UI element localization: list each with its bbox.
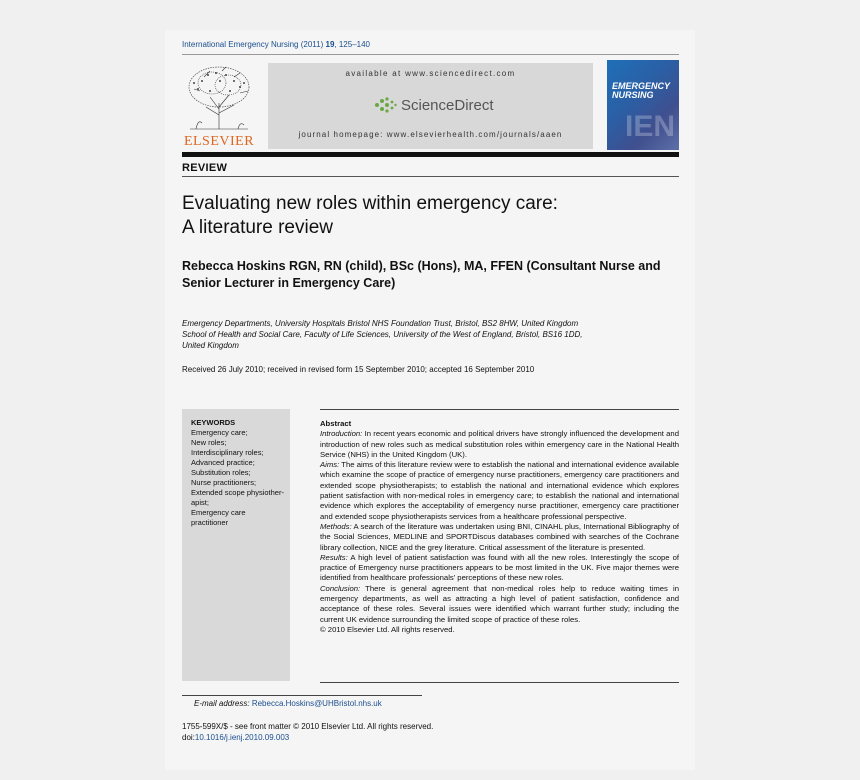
- header-thick-rule: [182, 152, 679, 157]
- section-rule: [182, 176, 679, 177]
- journal-citation[interactable]: [182, 40, 370, 49]
- affiliation-line: School of Health and Social Care, Faculty of Life Sciences, University of the West of England, Bristol, BS16 1DD,: [182, 330, 583, 339]
- methods-label: Methods:: [320, 521, 352, 531]
- keyword-item: Emergency care: [191, 508, 246, 517]
- issn-footer: [182, 721, 433, 743]
- sciencedirect-banner: [268, 63, 593, 149]
- keyword-item: New roles;: [191, 438, 227, 447]
- keyword-item: Interdisciplinary roles;: [191, 448, 264, 457]
- article-title-line2: A literature review: [182, 217, 334, 238]
- abstract-aims: [320, 460, 679, 522]
- article-title: [182, 192, 679, 240]
- author-affiliations: [182, 318, 679, 351]
- footnote-rule: [182, 695, 422, 696]
- doi-label: doi:: [182, 733, 195, 742]
- abstract-conclusion: [320, 584, 679, 625]
- conclusion-label: Conclusion:: [320, 583, 361, 593]
- elsevier-tree-icon: [182, 63, 256, 131]
- methods-text: A search of the literature was undertaken using BNI, CINAHL plus, International Bibliography of the Social Sciences, MEDLINE and SPORTDiscus databases combined with searches of the Cochrane library collection, NICE and the grey literature. Critical assessment of the literature is presented.: [320, 521, 679, 552]
- keywords-list: [191, 418, 287, 528]
- introduction-label: Introduction:: [320, 429, 363, 439]
- issn-line: 1755-599X/$ - see front matter © 2010 Elsevier Ltd. All rights reserved.: [182, 722, 434, 731]
- abstract-introduction: [320, 429, 679, 460]
- sciencedirect-label: ScienceDirect: [401, 96, 494, 114]
- cover-watermark: IEN: [625, 110, 676, 143]
- abstract-results: [320, 553, 679, 584]
- journal-cover: [607, 60, 679, 150]
- keywords-box: [182, 409, 290, 681]
- keyword-item: practitioner: [191, 518, 229, 527]
- sciencedirect-dots-icon: [373, 96, 397, 114]
- abstract-heading: Abstract: [320, 419, 352, 428]
- abstract-bottom-rule: [320, 682, 679, 683]
- results-text: A high level of patient satisfaction was found with all the new roles. Interestingly the scope of practice of Emergency nurse practitioners appears to be most limited in the UK. Five major themes were identified from healthcare professionals’ perceptions of these new roles.: [320, 552, 679, 583]
- affiliation-line: Emergency Departments, University Hospitals Bristol NHS Foundation Trust, Bristol, BS2 8HW, United Kingdom: [182, 319, 579, 328]
- cover-title-line1: EMERGENCY: [612, 81, 671, 91]
- introduction-text: In recent years economic and political drivers have strongly influenced the development and introduction of new roles such as medical substitution roles within emergency care in the National Health Service (NHS) in the United Kingdom (UK).: [320, 429, 679, 459]
- keyword-item: apist;: [191, 498, 209, 507]
- keyword-item: Emergency care;: [191, 428, 248, 437]
- conclusion-text: There is general agreement that non-medical roles help to reduce waiting times in emergency departments, as well as attracting a high level of patient satisfaction, confidence and acceptance of these roles. Several issues were identified which warrant further study; including the current UK evidence surrounding the limited scope of practice of these roles.: [320, 583, 679, 624]
- email-link[interactable]: Rebecca.Hoskins@UHBristol.nhs.uk: [251, 699, 382, 708]
- citation-pages: , 125–140: [334, 40, 370, 49]
- keyword-item: Substitution roles;: [191, 468, 251, 477]
- elsevier-wordmark: ELSEVIER: [183, 134, 255, 149]
- section-label: REVIEW: [182, 162, 228, 174]
- elsevier-logo: [182, 63, 256, 147]
- sciencedirect-logo[interactable]: [373, 96, 494, 114]
- abstract-methods: [320, 522, 679, 553]
- affiliation-line: United Kingdom: [182, 341, 239, 350]
- abstract-top-rule: [320, 409, 679, 410]
- keyword-item: Extended scope physiother-: [191, 488, 284, 497]
- email-footnote: [194, 699, 382, 708]
- abstract-copyright: © 2010 Elsevier Ltd. All rights reserved.: [320, 624, 455, 634]
- cover-title-line2: NURSING: [612, 90, 654, 100]
- article-authors: Rebecca Hoskins RGN, RN (child), BSc (Hons), MA, FFEN (Consultant Nurse and Senior Lecturer in Emergency Care): [182, 259, 661, 290]
- doi-line: [182, 732, 433, 743]
- citation-journal: International Emergency Nursing (2011): [182, 40, 324, 49]
- cover-title: [612, 82, 670, 100]
- header-divider: [182, 54, 679, 55]
- aims-label: Aims:: [320, 460, 340, 470]
- journal-homepage-text[interactable]: journal homepage: www.elsevierhealth.com/journals/aaen: [298, 130, 563, 139]
- aims-text: The aims of this literature review were to establish the national and international evidence available which examine the scope of practice of emergency nurse practitioners, emergency care practitioners and extended scope physiotherapists; to establish the national and international evidence which explores patient satisfaction with non-medical roles in emergency care; to establish the national and international evidence which explores the acceptability of emergency nurse practitioner, emergency care practitioner and extended scope physiotherapists services from a healthcare professional perspective.: [320, 460, 679, 521]
- doi-link[interactable]: 10.1016/j.ienj.2010.09.003: [194, 733, 290, 742]
- keywords-heading: KEYWORDS: [191, 418, 236, 427]
- abstract: [320, 419, 679, 635]
- results-label: Results:: [320, 552, 348, 562]
- received-dates: Received 26 July 2010; received in revised form 15 September 2010; accepted 16 September 2010: [182, 365, 535, 374]
- keyword-item: Advanced practice;: [191, 458, 255, 467]
- citation-volume: 19: [325, 40, 335, 49]
- available-at-text[interactable]: available at www.sciencedirect.com: [345, 69, 516, 78]
- email-label: E-mail address:: [194, 699, 250, 708]
- article-title-line1: Evaluating new roles within emergency care:: [182, 193, 558, 214]
- keyword-item: Nurse practitioners;: [191, 478, 257, 487]
